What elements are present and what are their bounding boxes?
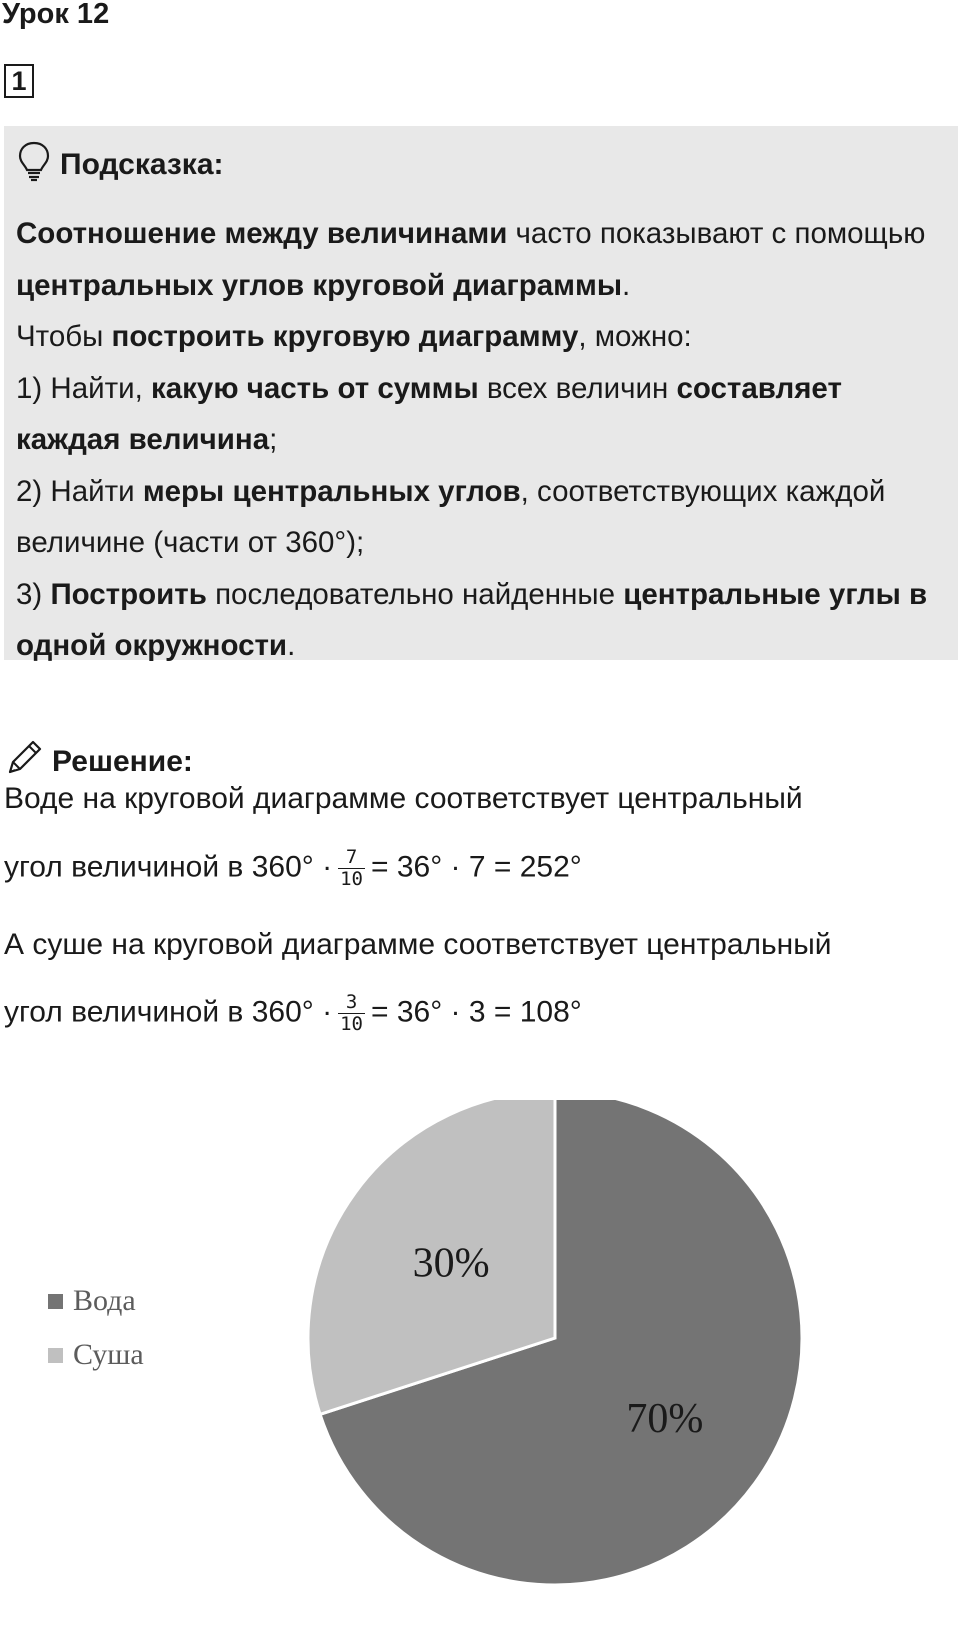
hint-paragraph-2 — [16, 311, 946, 363]
solution-line-4 — [4, 992, 582, 1035]
hint-text: , можно: — [578, 320, 692, 353]
hint-step-3 — [16, 569, 946, 672]
solution-text: = 36° · 7 = 252° — [370, 850, 582, 884]
hint-text: последовательно найденные — [206, 577, 624, 611]
solution-line-2 — [4, 847, 582, 890]
hint-bold-text: Построить — [50, 577, 207, 611]
legend-swatch — [48, 1348, 63, 1363]
hint-title: Подсказка: — [60, 148, 224, 181]
fraction-denominator: 10 — [340, 1012, 363, 1035]
solution-line-1: Воде на круговой диаграмме соответствует центральный — [4, 782, 803, 815]
pie-chart — [0, 1100, 960, 1631]
fraction-numerator: 3 — [345, 991, 358, 1013]
legend-label: Суша — [73, 1338, 144, 1371]
legend-label: Вода — [73, 1284, 136, 1317]
hint-text: 1) Найти, — [16, 371, 151, 405]
solution-line-3: А суше на круговой диаграмме соответствует центральный — [4, 928, 832, 961]
hint-bold-text: построить круговую диаграмму — [111, 320, 579, 353]
task-number: 1 — [4, 64, 34, 98]
fraction-denominator: 10 — [340, 867, 363, 890]
solution-title: Решение: — [52, 745, 193, 778]
hint-step-1 — [16, 363, 946, 466]
hint-paragraph-1 — [16, 208, 946, 311]
hint-body — [16, 208, 946, 672]
hint-text: всех величин — [478, 371, 677, 405]
hint-header — [16, 140, 946, 190]
pie-data-label: 30% — [412, 1240, 490, 1287]
hint-bold-text: центральных углов круговой диаграммы — [16, 268, 623, 302]
hint-bold-text: меры центральных углов — [142, 474, 521, 508]
pencil-icon — [4, 738, 44, 786]
hint-text: . — [622, 268, 631, 302]
hint-text: . — [287, 629, 296, 662]
lesson-title: Урок 12 — [2, 0, 110, 30]
hint-bold-text: Соотношение между величинами — [16, 217, 508, 250]
lightbulb-icon — [16, 140, 52, 190]
hint-text: 3) — [16, 577, 51, 611]
fraction — [338, 992, 365, 1035]
hint-bold-text: составляет каждая величина — [16, 371, 842, 456]
solution-text: угол величиной в 360° · — [4, 850, 333, 884]
solution-header — [4, 738, 193, 786]
solution-text: = 36° · 3 = 108° — [370, 995, 582, 1029]
fraction — [338, 847, 365, 890]
pie-data-label: 70% — [626, 1395, 704, 1442]
hint-box — [4, 126, 958, 660]
hint-text: 2) Найти — [16, 474, 143, 508]
hint-text: ; — [269, 423, 278, 456]
legend-swatch — [48, 1294, 63, 1309]
hint-step-2 — [16, 466, 946, 569]
hint-bold-text: какую часть от суммы — [151, 371, 479, 405]
hint-text: , соответствующих каждой величине (части от 360°); — [16, 474, 886, 559]
solution-text: угол величиной в 360° · — [4, 995, 333, 1029]
hint-text: часто показывают с помощью — [507, 217, 926, 250]
hint-text: Чтобы — [16, 320, 112, 353]
hint-bold-text: центральные углы в одной окружности — [16, 577, 928, 662]
fraction-numerator: 7 — [345, 846, 358, 868]
